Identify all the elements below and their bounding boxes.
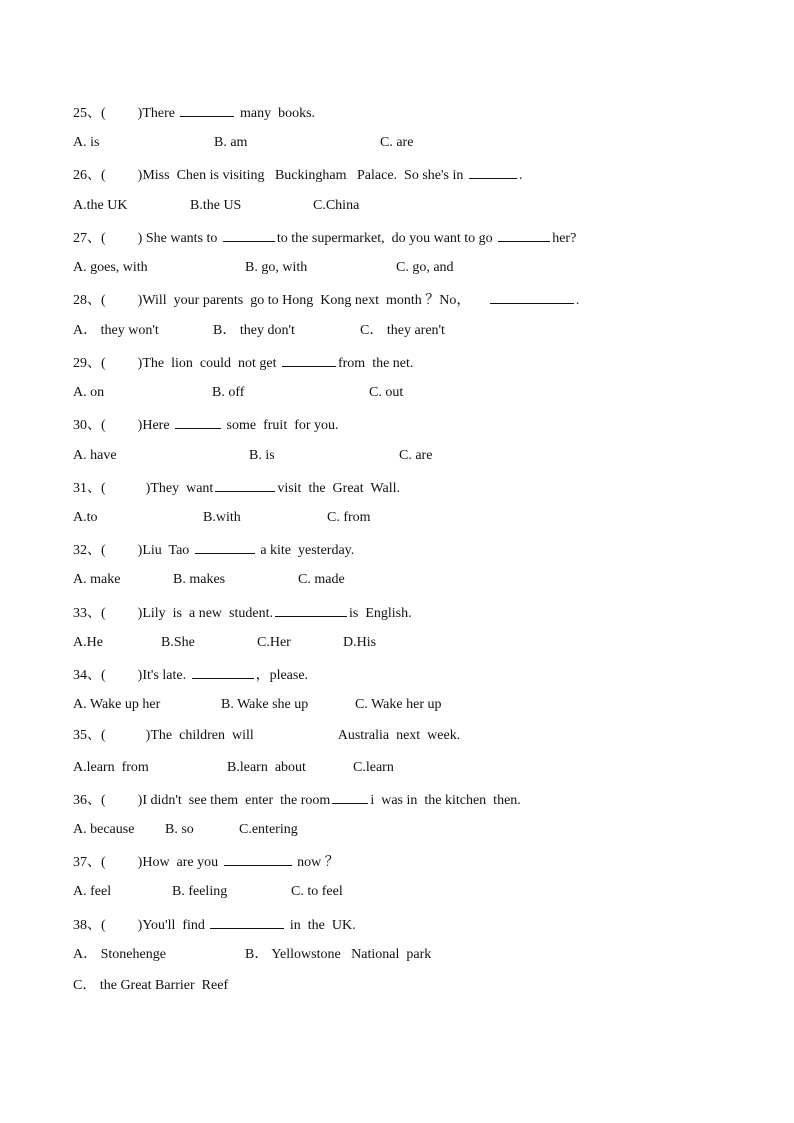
options-34 [73, 695, 723, 715]
options-26 [73, 196, 723, 216]
question-35 [73, 726, 460, 746]
options-29 [73, 383, 723, 403]
question-text: )How are you [137, 855, 219, 870]
question-text: ，please. [255, 668, 309, 683]
question-38 [73, 914, 356, 934]
question-number: 26、( [73, 168, 106, 183]
option-a[interactable]: A.the UK [73, 198, 128, 213]
option-c[interactable]: C. go, and [396, 260, 454, 275]
option-a[interactable]: A. goes, with [73, 260, 148, 275]
question-33 [73, 602, 412, 622]
question-text: . [575, 293, 580, 308]
question-number: 32、( [73, 543, 106, 558]
option-b[interactable]: B． they don't [213, 323, 295, 338]
option-a[interactable]: A.learn from [73, 760, 149, 775]
option-c[interactable]: C. are [399, 448, 433, 463]
question-text: )The lion could not get [137, 356, 277, 371]
question-text: many books. [239, 106, 316, 121]
options-33 [73, 633, 723, 653]
option-a[interactable]: A. Wake up her [73, 697, 161, 712]
options-30 [73, 446, 723, 466]
question-number: 31、( [73, 481, 106, 496]
answer-blank[interactable] [175, 414, 221, 429]
answer-blank[interactable] [195, 539, 255, 554]
option-a[interactable]: A. have [73, 448, 117, 463]
question-number: 34、( [73, 668, 106, 683]
question-text: )Liu Tao [137, 543, 190, 558]
option-b[interactable]: B. is [249, 448, 275, 463]
question-number: 30、( [73, 418, 106, 433]
answer-blank[interactable] [192, 664, 254, 679]
option-c[interactable]: C.entering [239, 822, 298, 837]
option-c[interactable]: C. are [380, 135, 414, 150]
question-32 [73, 539, 354, 559]
options-25 [73, 133, 723, 153]
question-text: Australia next week. [337, 728, 461, 743]
question-text: in the UK. [289, 918, 356, 933]
question-29 [73, 352, 413, 372]
answer-blank[interactable] [282, 352, 336, 367]
question-text: now ？ [297, 855, 339, 870]
answer-blank[interactable] [215, 477, 275, 492]
question-text: i was in the kitchen then. [370, 793, 521, 808]
answer-blank[interactable] [469, 164, 517, 179]
options-27 [73, 258, 723, 278]
question-text: some fruit for you. [226, 418, 339, 433]
question-text: )They want [145, 481, 214, 496]
question-number: 35、( [73, 728, 106, 743]
option-a[interactable]: A.He [73, 635, 103, 650]
options-32 [73, 570, 723, 590]
question-25 [73, 102, 315, 122]
question-text: )Miss Chen is visiting Buckingham Palace. So she's in [137, 168, 464, 183]
option-b[interactable]: B.learn about [227, 760, 306, 775]
option-c[interactable]: C.Her [257, 635, 291, 650]
question-text: )It's late. [137, 668, 187, 683]
option-b[interactable]: B. feeling [172, 884, 228, 899]
option-a[interactable]: A. because [73, 822, 135, 837]
question-number: 36、( [73, 793, 106, 808]
option-c[interactable]: C． the Great Barrier Reef [73, 978, 229, 993]
options-36 [73, 820, 723, 840]
option-b[interactable]: B． Yellowstone National park [245, 947, 432, 962]
option-b[interactable]: B. off [212, 385, 245, 400]
question-text: )The children will [145, 728, 254, 743]
option-d[interactable]: D.His [343, 635, 377, 650]
question-34 [73, 664, 308, 684]
question-text: . [518, 168, 523, 183]
question-number: 38、( [73, 918, 106, 933]
option-c[interactable]: C.China [313, 198, 360, 213]
answer-blank[interactable] [180, 102, 234, 117]
question-text: ) She wants to [137, 231, 218, 246]
options-28 [73, 321, 723, 341]
answer-blank[interactable] [275, 602, 347, 617]
question-number: 33、( [73, 606, 106, 621]
option-a[interactable]: A. is [73, 135, 100, 150]
option-c[interactable]: C. out [369, 385, 404, 400]
answer-blank[interactable] [224, 851, 292, 866]
option-c[interactable]: C. to feel [291, 884, 343, 899]
question-number: 29、( [73, 356, 106, 371]
question-31 [73, 477, 400, 497]
question-26 [73, 164, 522, 184]
question-text: )Will your parents go to Hong Kong next month ？No， [137, 293, 471, 308]
question-text: a kite yesterday. [260, 543, 355, 558]
option-a[interactable]: A． they won't [73, 323, 159, 338]
question-text: )You'll find [137, 918, 205, 933]
question-text: her? [552, 231, 577, 246]
question-text: is English. [348, 606, 412, 621]
answer-blank[interactable] [210, 914, 284, 929]
question-text: )There [137, 106, 175, 121]
question-27 [73, 227, 576, 247]
question-28 [73, 289, 579, 309]
option-c[interactable]: C. made [298, 572, 345, 587]
option-b[interactable]: B. makes [173, 572, 226, 587]
option-a[interactable]: A． Stonehenge [73, 947, 166, 962]
question-text: )Here [137, 418, 170, 433]
option-b[interactable]: B. Wake she up [221, 697, 309, 712]
option-b[interactable]: B. so [165, 822, 194, 837]
answer-blank[interactable] [223, 227, 275, 242]
option-c[interactable]: C. Wake her up [355, 697, 442, 712]
option-b[interactable]: B.the US [190, 198, 242, 213]
option-b[interactable]: B. go, with [245, 260, 308, 275]
options-37 [73, 882, 723, 902]
question-36 [73, 789, 521, 809]
answer-blank[interactable] [498, 227, 550, 242]
question-text: )I didn't see them enter the room [137, 793, 331, 808]
answer-blank[interactable] [332, 789, 368, 804]
question-text: to the supermarket, do you want to go [276, 231, 493, 246]
option-b[interactable]: B.She [161, 635, 195, 650]
option-a[interactable]: A. feel [73, 884, 112, 899]
options-38-continued [73, 976, 228, 996]
question-text: )Lily is a new student. [137, 606, 273, 621]
question-text: from the net. [337, 356, 414, 371]
option-b[interactable]: B. am [214, 135, 248, 150]
option-a[interactable]: A. on [73, 385, 105, 400]
options-38 [73, 945, 723, 965]
question-30 [73, 414, 339, 434]
question-number: 25、( [73, 106, 106, 121]
answer-blank[interactable] [490, 289, 574, 304]
option-a[interactable]: A. make [73, 572, 121, 587]
question-text: visit the Great Wall. [277, 481, 400, 496]
options-35 [73, 758, 723, 778]
option-c[interactable]: C． they aren't [360, 323, 445, 338]
question-number: 27、( [73, 231, 106, 246]
option-a[interactable]: A.to [73, 510, 98, 525]
option-b[interactable]: B.with [203, 510, 241, 525]
question-number: 37、( [73, 855, 106, 870]
question-number: 28、( [73, 293, 106, 308]
option-c[interactable]: C. from [327, 510, 371, 525]
option-c[interactable]: C.learn [353, 760, 394, 775]
options-31 [73, 508, 723, 528]
question-37 [73, 851, 339, 871]
